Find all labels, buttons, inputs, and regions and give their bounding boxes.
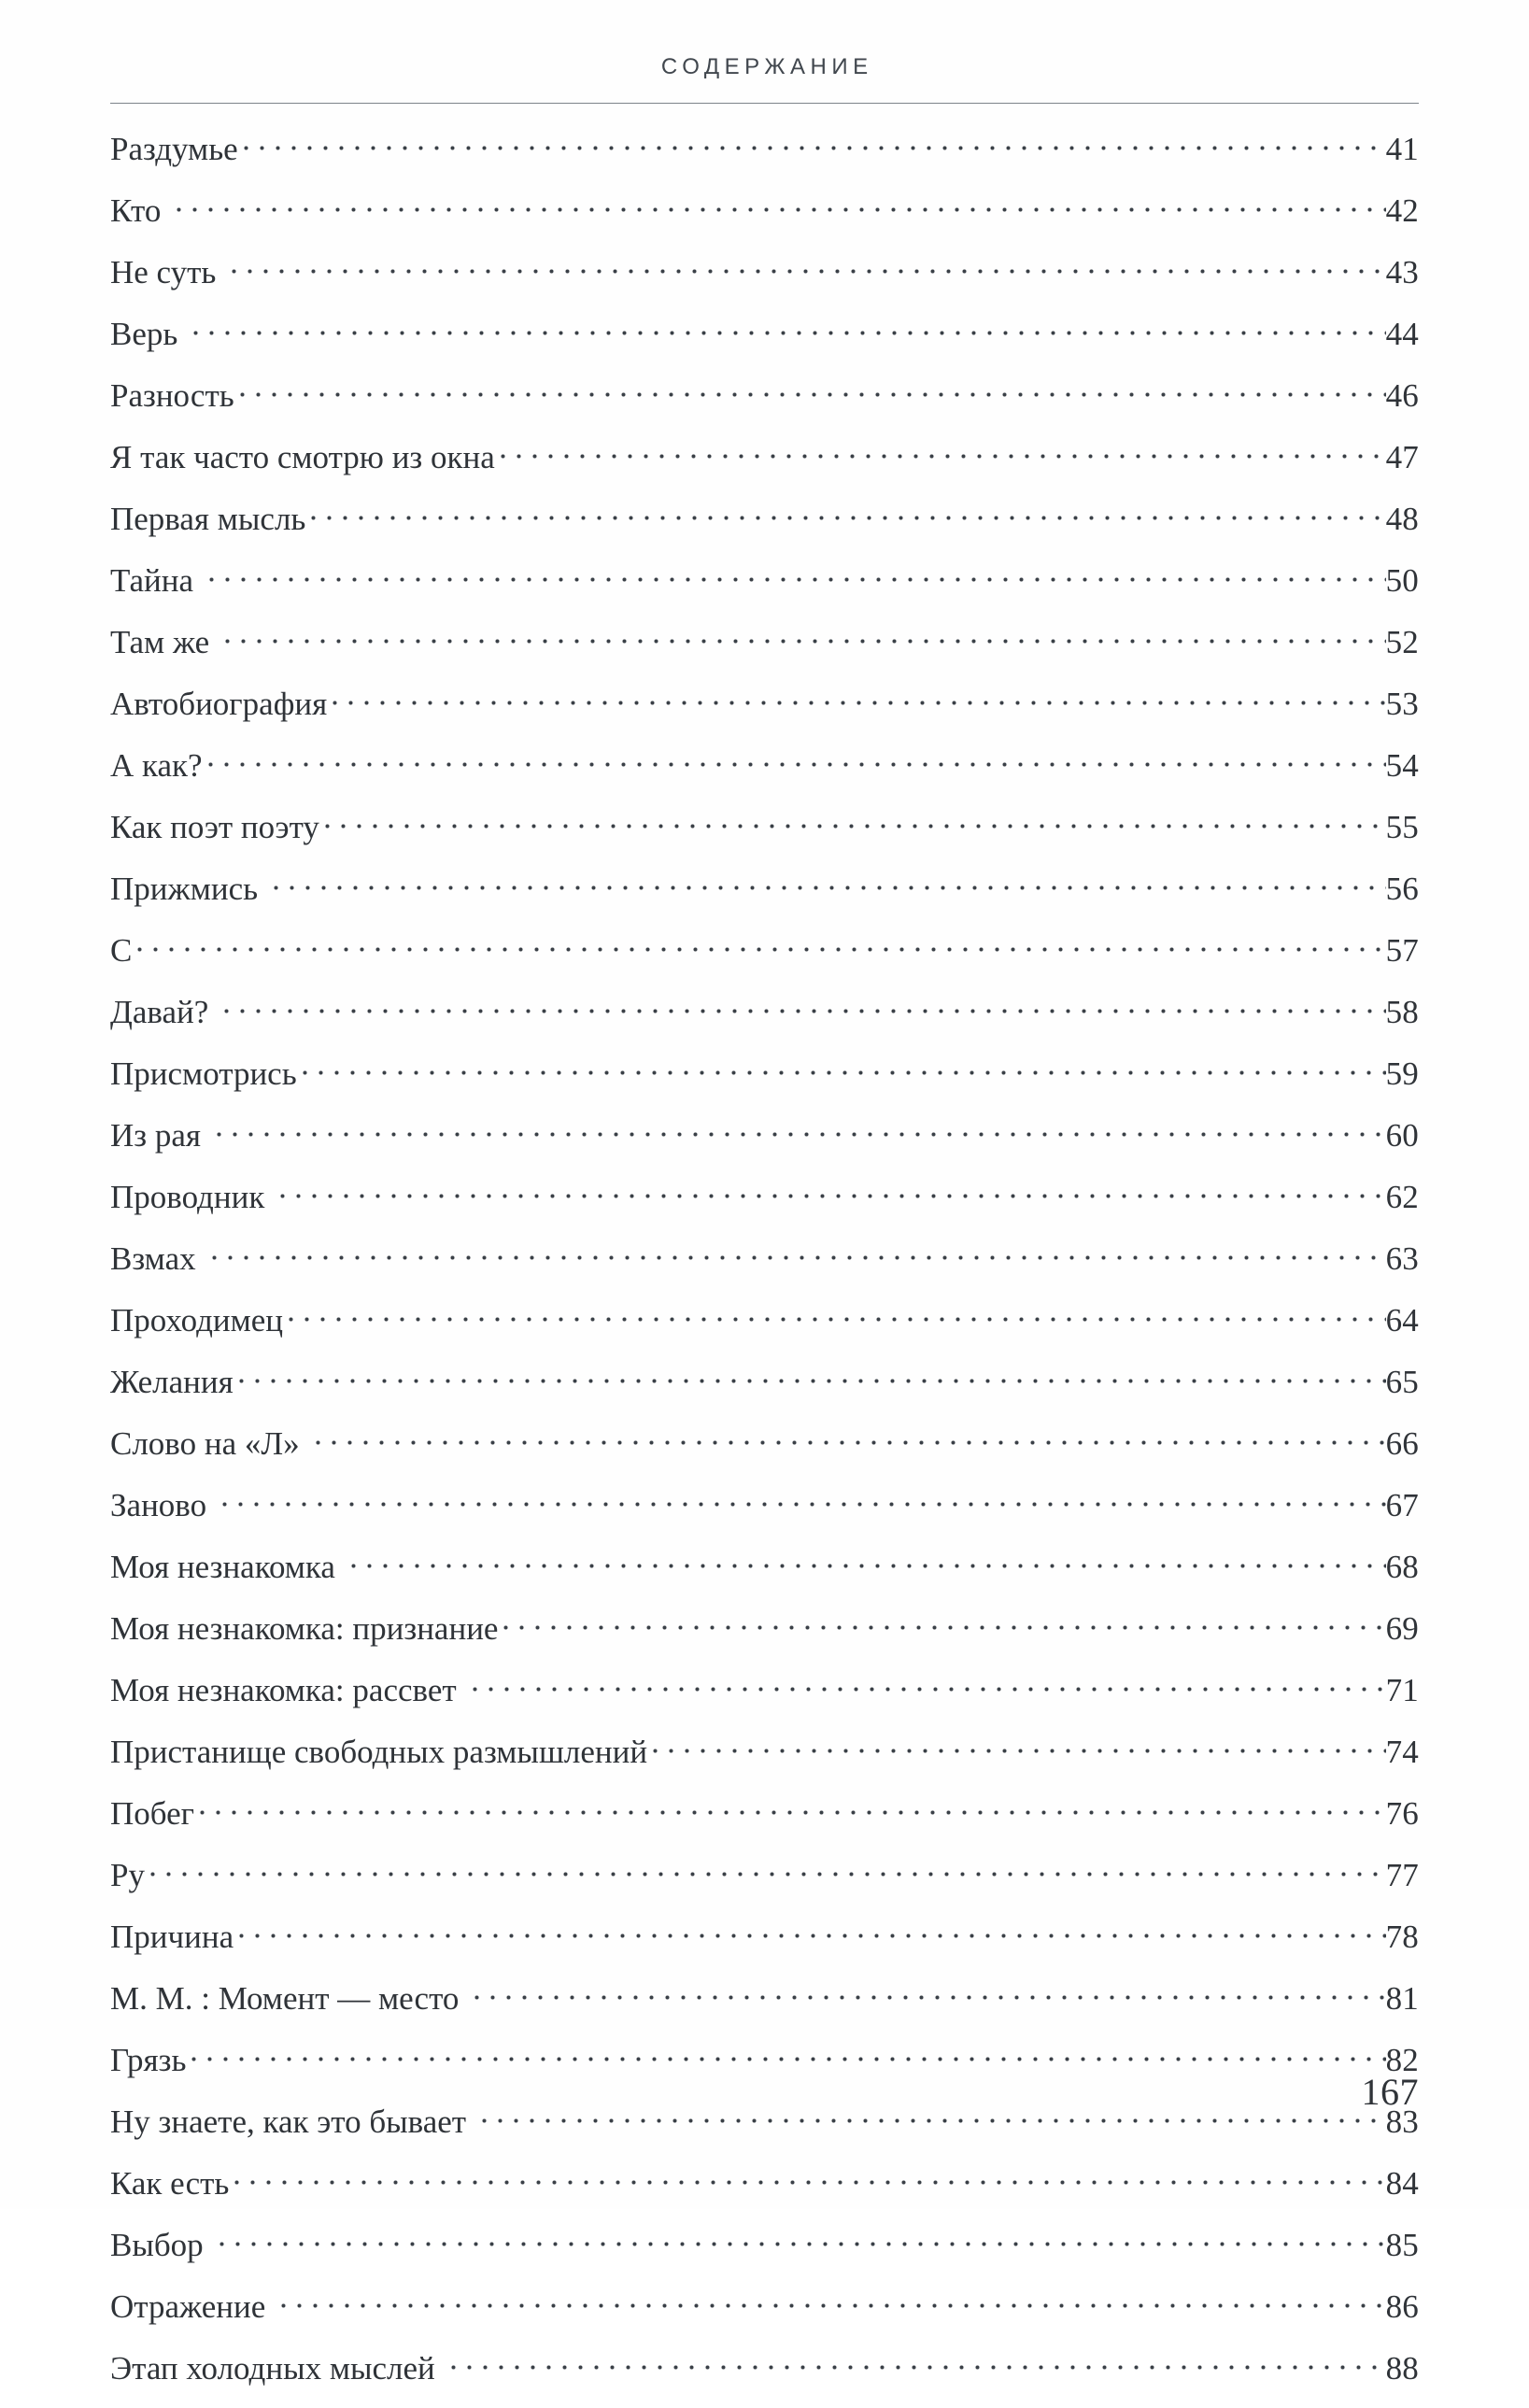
- toc-leader-dots: [446, 2346, 1386, 2379]
- toc-entry-title: Из рая: [110, 1117, 201, 1154]
- toc-entry-title: Не суть: [110, 254, 217, 290]
- toc-entry-title: Моя незнакомка: рассвет: [110, 1672, 457, 1708]
- running-head: СОДЕРЖАНИЕ: [660, 54, 873, 79]
- toc-entry[interactable]: [110, 1052, 1419, 1113]
- page-folio: 167: [1361, 2071, 1419, 2113]
- toc-leader-dots: [206, 1237, 1386, 1269]
- toc-leader-dots: [305, 497, 1385, 530]
- toc-entry-page-number: 57: [1385, 932, 1419, 969]
- toc-entry[interactable]: [110, 2161, 1419, 2223]
- toc-leader-dots: [276, 2285, 1385, 2317]
- toc-entry[interactable]: [110, 1607, 1419, 1668]
- toc-entry-page-number: 55: [1385, 809, 1419, 845]
- toc-entry-page-number: 50: [1385, 562, 1419, 599]
- toc-leader-dots: [234, 374, 1386, 406]
- toc-entry-page-number: 53: [1385, 686, 1419, 722]
- toc-entry-page-number: 47: [1385, 439, 1419, 475]
- toc-leader-dots: [283, 1298, 1386, 1331]
- toc-leader-dots: [319, 805, 1386, 838]
- toc-entry[interactable]: [110, 497, 1419, 559]
- toc-entry-page-number: 46: [1385, 377, 1419, 414]
- toc-leader-dots: [217, 1483, 1386, 1516]
- toc-leader-dots: [132, 928, 1385, 961]
- toc-leader-dots: [194, 1792, 1386, 1824]
- toc-entry-title: Тайна: [110, 562, 194, 599]
- toc-entry-page-number: 60: [1385, 1117, 1419, 1154]
- table-of-contents: [110, 127, 1419, 2408]
- toc-entry[interactable]: [110, 805, 1419, 867]
- toc-entry-title: Раздумье: [110, 131, 238, 167]
- toc-entry-page-number: 88: [1385, 2350, 1419, 2387]
- toc-leader-dots: [145, 1853, 1386, 1886]
- toc-entry-page-number: 74: [1385, 1734, 1419, 1770]
- toc-entry-page-number: 83: [1385, 2103, 1419, 2140]
- toc-entry-title: Там же: [110, 624, 210, 660]
- toc-leader-dots: [203, 744, 1386, 776]
- toc-leader-dots: [647, 1730, 1386, 1763]
- toc-entry-title: Проходимец: [110, 1302, 284, 1339]
- toc-entry[interactable]: [110, 435, 1419, 497]
- toc-entry[interactable]: [110, 867, 1419, 928]
- toc-entry[interactable]: [110, 2038, 1419, 2100]
- toc-entry-title: Разность: [110, 377, 234, 414]
- toc-entry-title: Слово на «Л»: [110, 1425, 300, 1462]
- toc-entry[interactable]: [110, 189, 1419, 250]
- toc-entry-title: Выбор: [110, 2227, 204, 2263]
- toc-leader-dots: [204, 559, 1386, 591]
- toc-entry[interactable]: [110, 1237, 1419, 1298]
- toc-leader-dots: [219, 620, 1385, 653]
- toc-entry-page-number: 81: [1385, 1980, 1419, 2017]
- toc-entry-page-number: 41: [1385, 131, 1419, 167]
- toc-entry[interactable]: [110, 250, 1419, 312]
- toc-entry[interactable]: [110, 127, 1419, 189]
- toc-entry-page-number: 64: [1385, 1302, 1419, 1339]
- toc-leader-dots: [238, 127, 1386, 160]
- toc-entry-title: Верь: [110, 316, 178, 352]
- toc-entry-page-number: 59: [1385, 1055, 1419, 1092]
- toc-entry-page-number: 67: [1385, 1487, 1419, 1523]
- toc-entry-title: А как?: [110, 747, 203, 784]
- toc-entry-title: Взмах: [110, 1240, 196, 1277]
- toc-entry[interactable]: [110, 312, 1419, 374]
- toc-entry-title: Я так часто смотрю из окна: [110, 439, 495, 475]
- toc-leader-dots: [171, 189, 1385, 221]
- toc-entry-title: Грязь: [110, 2042, 187, 2078]
- toc-entry-title: Давай?: [110, 994, 209, 1030]
- toc-entry-page-number: 43: [1385, 254, 1419, 290]
- toc-entry-title: М. М. : Момент — место: [110, 1980, 460, 2017]
- toc-entry-title: С: [110, 932, 133, 969]
- toc-leader-dots: [476, 2100, 1385, 2132]
- toc-entry-page-number: 76: [1385, 1795, 1419, 1832]
- toc-entry[interactable]: [110, 374, 1419, 435]
- toc-entry-title: Моя незнакомка: [110, 1549, 335, 1585]
- toc-entry-page-number: 69: [1385, 1610, 1419, 1647]
- toc-leader-dots: [214, 2223, 1386, 2256]
- toc-leader-dots: [495, 435, 1386, 468]
- toc-entry-page-number: 54: [1385, 747, 1419, 784]
- toc-entry-title: Побег: [110, 1795, 195, 1832]
- toc-entry-page-number: 71: [1385, 1672, 1419, 1708]
- toc-leader-dots: [327, 682, 1385, 715]
- toc-entry-title: Проводник: [110, 1179, 265, 1215]
- toc-entry[interactable]: [110, 1853, 1419, 1915]
- toc-entry-page-number: 66: [1385, 1425, 1419, 1462]
- toc-entry[interactable]: [110, 1545, 1419, 1607]
- toc-leader-dots: [275, 1175, 1385, 1208]
- toc-entry-title: Ну знаете, как это бывает: [110, 2103, 467, 2140]
- toc-entry[interactable]: [110, 744, 1419, 805]
- toc-entry-page-number: 44: [1385, 316, 1419, 352]
- toc-entry-title: Прижмись: [110, 871, 259, 907]
- toc-entry[interactable]: [110, 682, 1419, 744]
- toc-entry[interactable]: [110, 1175, 1419, 1237]
- toc-entry-title: Заново: [110, 1487, 207, 1523]
- toc-entry-page-number: 84: [1385, 2165, 1419, 2202]
- toc-entry[interactable]: [110, 1298, 1419, 1360]
- toc-entry[interactable]: [110, 559, 1419, 620]
- toc-entry-page-number: 62: [1385, 1179, 1419, 1215]
- toc-leader-dots: [469, 1976, 1385, 2009]
- toc-leader-dots: [346, 1545, 1386, 1578]
- header-divider: [110, 103, 1419, 104]
- toc-leader-dots: [229, 2161, 1385, 2194]
- toc-entry-page-number: 85: [1385, 2227, 1419, 2263]
- toc-entry-title: Ру: [110, 1857, 145, 1893]
- toc-entry-title: Пристанище свободных размышлений: [110, 1734, 648, 1770]
- toc-entry-title: Отражение: [110, 2288, 266, 2325]
- toc-entry-title: Автобиография: [110, 686, 328, 722]
- toc-entry[interactable]: [110, 1113, 1419, 1175]
- toc-entry-page-number: 42: [1385, 192, 1419, 229]
- toc-entry-page-number: 82: [1385, 2042, 1419, 2078]
- toc-leader-dots: [498, 1607, 1385, 1639]
- toc-entry[interactable]: [110, 1976, 1419, 2038]
- toc-entry-page-number: 77: [1385, 1857, 1419, 1893]
- toc-entry[interactable]: [110, 2285, 1419, 2346]
- toc-entry-title: Как поэт поэту: [110, 809, 319, 845]
- toc-leader-dots: [211, 1113, 1386, 1146]
- toc-entry[interactable]: [110, 2100, 1419, 2161]
- toc-leader-dots: [268, 867, 1386, 899]
- toc-entry-page-number: 63: [1385, 1240, 1419, 1277]
- toc-entry[interactable]: [110, 1360, 1419, 1422]
- toc-entry[interactable]: [110, 990, 1419, 1052]
- toc-entry[interactable]: [110, 1668, 1419, 1730]
- toc-leader-dots: [186, 2038, 1385, 2071]
- toc-entry-title: Первая мысль: [110, 501, 306, 537]
- toc-leader-dots: [467, 1668, 1386, 1701]
- toc-entry-title: Моя незнакомка: признание: [110, 1610, 499, 1647]
- toc-entry-page-number: 68: [1385, 1549, 1419, 1585]
- toc-entry[interactable]: [110, 928, 1419, 990]
- toc-entry-title: Присмотрись: [110, 1055, 297, 1092]
- toc-entry-title: Желания: [110, 1364, 234, 1400]
- toc-entry-title: Этап холодных мыслей: [110, 2350, 435, 2387]
- toc-entry[interactable]: [110, 1915, 1419, 1976]
- toc-entry-page-number: 48: [1385, 501, 1419, 537]
- toc-leader-dots: [297, 1052, 1386, 1084]
- toc-entry[interactable]: [110, 1792, 1419, 1853]
- toc-leader-dots: [234, 1360, 1386, 1393]
- toc-entry-title: Кто: [110, 192, 162, 229]
- toc-entry[interactable]: [110, 2223, 1419, 2285]
- toc-entry[interactable]: [110, 620, 1419, 682]
- toc-entry-page-number: 56: [1385, 871, 1419, 907]
- toc-entry-title: Как есть: [110, 2165, 230, 2202]
- toc-entry-page-number: 65: [1385, 1364, 1419, 1400]
- toc-leader-dots: [234, 1915, 1385, 1948]
- toc-entry-title: Причина: [110, 1919, 234, 1955]
- toc-entry-page-number: 78: [1385, 1919, 1419, 1955]
- toc-leader-dots: [188, 312, 1385, 345]
- toc-entry[interactable]: [110, 1422, 1419, 1483]
- toc-entry-page-number: 52: [1385, 624, 1419, 660]
- toc-leader-dots: [226, 250, 1385, 283]
- toc-leader-dots: [219, 990, 1385, 1023]
- toc-entry[interactable]: [110, 1483, 1419, 1545]
- toc-entry[interactable]: [110, 2346, 1419, 2408]
- toc-entry-page-number: 86: [1385, 2288, 1419, 2325]
- toc-entry-page-number: 58: [1385, 994, 1419, 1030]
- toc-entry[interactable]: [110, 1730, 1419, 1792]
- toc-leader-dots: [310, 1422, 1386, 1454]
